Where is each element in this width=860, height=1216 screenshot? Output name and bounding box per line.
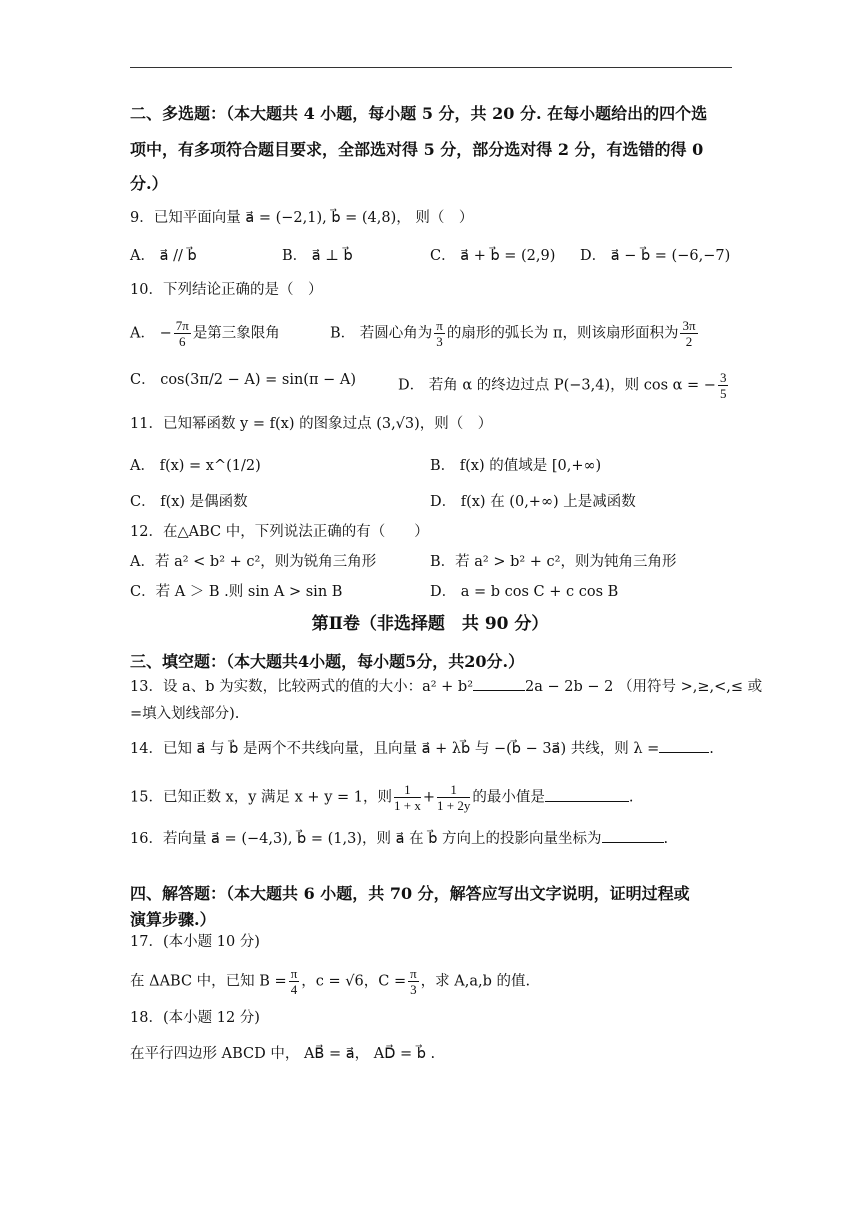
q9-option-b: B． a⃗ ⊥ b⃗	[282, 248, 353, 264]
q9-option-d: D． a⃗ − b⃗ = (−6,−7)	[580, 248, 731, 264]
q11-option-b: B． f(x) 的值域是 [0,+∞)	[430, 458, 602, 474]
q12-option-d: D． a = b cos C + c cos B	[430, 584, 619, 600]
section2-heading-line3: 分.）	[130, 174, 168, 193]
q10-a-fraction: $\frac{7\pi}{6}$	[175, 318, 189, 349]
q17-body: 在 ΔABC 中，已知 B = $\frac{\pi}{4}$ ，c = √6，C = $\frac{\pi}{3}$ ，求 A,a,b 的值.	[130, 966, 531, 997]
q17-c-fraction: $\frac{\pi}{3}$	[410, 966, 417, 997]
q12-option-a: A．若 a² < b² + c²，则为锐角三角形	[130, 554, 377, 570]
header-rule	[130, 67, 732, 68]
section4-heading-line1: 四、解答题：（本大题共 6 小题，共 70 分，解答应写出文字说明，证明过程或	[130, 884, 690, 903]
q10-d-fraction: $\frac{3}{5}$	[719, 370, 727, 401]
q10-option-c: C． cos(3π/2 − A) = sin(π − A)	[130, 372, 356, 388]
q12-option-b: B．若 a² > b² + c²，则为钝角三角形	[430, 554, 677, 570]
q9-stem: 9．已知平面向量 a⃗ = (−2,1), b⃗ = (4,8)， 则（ ）	[130, 210, 474, 226]
q18-body: 在平行四边形 ABCD 中， AB⃗ = a⃗， AD⃗ = b⃗ .	[130, 1046, 436, 1062]
q13-line2: =填入划线部分).	[130, 706, 240, 722]
q17-b-fraction: $\frac{\pi}{4}$	[290, 966, 298, 997]
q10-option-b: B． 若圆心角为 $\frac{\pi}{3}$ 的扇形的弧长为 π，则该扇形面积为 $\frac{3\pi}{2}$	[330, 318, 696, 349]
q15-fraction2: $\frac{1}{1 + 2y}$	[436, 782, 471, 813]
section4-heading-line2: 演算步骤.）	[130, 910, 216, 929]
q13-line1: 13．设 a、b 为实数，比较两式的值的大小：a² + b² 2a − 2b − 2 （用符号 >,≥,<,≤ 或	[130, 676, 762, 697]
q9-option-a: A． a⃗ // b⃗	[130, 248, 197, 264]
q15-answer-blank[interactable]	[545, 787, 629, 802]
part2-title: 第Ⅱ卷（非选择题 共 90 分）	[311, 614, 549, 634]
q16-answer-blank[interactable]	[602, 828, 664, 843]
section2-heading-line2: 项中，有多项符合题目要求，全部选对得 5 分，部分选对得 2 分，有选错的得 0	[130, 140, 704, 159]
q11-stem: 11．已知幂函数 y = f(x) 的图象过点 (3,√3)，则（ ）	[130, 416, 493, 432]
q17-title: 17．(本小题 10 分)	[130, 934, 260, 950]
q10-option-a: A． − $\frac{7\pi}{6}$ 是第三象限角	[130, 318, 280, 349]
q10-option-d: D． 若角 α 的终边过点 P(−3,4)，则 cos α = − $\frac{3}{5}$	[398, 370, 727, 401]
q10-b-fraction1: $\frac{\pi}{3}$	[436, 318, 443, 349]
q10-stem: 10．下列结论正确的是（ ）	[130, 282, 323, 298]
q13-answer-blank[interactable]	[473, 676, 525, 691]
q18-title: 18．(本小题 12 分)	[130, 1010, 260, 1026]
section2-heading-line1: 二、多选题：（本大题共 4 小题，每小题 5 分，共 20 分. 在每小题给出的四个选	[130, 104, 708, 123]
q16: 16．若向量 a⃗ = (−4,3), b⃗ = (1,3)，则 a⃗ 在 b⃗ 方向上的投影向量坐标为 .	[130, 828, 668, 849]
q15: 15．已知正数 x，y 满足 x + y = 1，则 $\frac{1}{1 + x}$ + $\frac{1}{1 + 2y}$ 的最小值是 .	[130, 782, 634, 813]
q12-option-c: C．若 A ＞ B .则 sin A > sin B	[130, 584, 343, 600]
q11-option-d: D． f(x) 在 (0,+∞) 上是减函数	[430, 494, 636, 510]
q10-b-fraction2: $\frac{3\pi}{2}$	[682, 318, 696, 349]
q14-answer-blank[interactable]	[659, 738, 709, 753]
q9-option-c: C． a⃗ + b⃗ = (2,9)	[430, 248, 556, 264]
q14: 14．已知 a⃗ 与 b⃗ 是两个不共线向量，且向量 a⃗ + λb⃗ 与 −(b⃗ − 3a⃗) 共线，则 λ = .	[130, 738, 714, 759]
q11-option-a: A． f(x) = x^(1/2)	[130, 458, 261, 474]
q12-stem: 12．在△ABC 中，下列说法正确的有（ ）	[130, 524, 429, 540]
section3-heading: 三、填空题：（本大题共4小题，每小题5分，共20分.）	[130, 652, 525, 671]
q11-option-c: C． f(x) 是偶函数	[130, 494, 248, 510]
q15-fraction1: $\frac{1}{1 + x}$	[393, 782, 421, 813]
